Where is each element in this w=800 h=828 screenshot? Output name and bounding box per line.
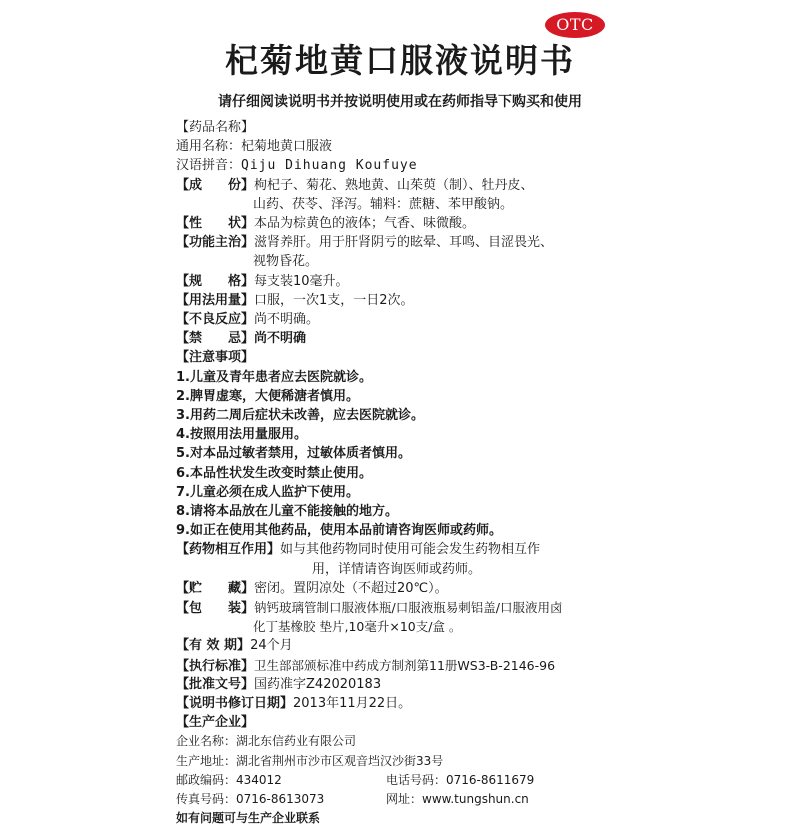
validity-label: 【有 效 期】 bbox=[176, 638, 251, 654]
package-row bbox=[176, 598, 562, 617]
standard-label: 【执行标准】 bbox=[176, 658, 255, 674]
package-text-1: 钠钙玻璃管制口服液体瓶/口服液瓶易刺铝盖/口服液用卤 bbox=[254, 600, 563, 615]
indications-label: 【功能主治】 bbox=[176, 235, 255, 251]
storage-row bbox=[176, 579, 448, 598]
footer-note: 如有问题可与生产企业联系 bbox=[176, 811, 321, 826]
composition-text-2: 山药、茯苓、泽泻。辅料：蔗糖、苯甲酸钠。 bbox=[253, 196, 514, 212]
package-label: 【包 装】 bbox=[176, 601, 255, 616]
interactions-text-2: 用，详情请咨询医师或药师。 bbox=[312, 561, 482, 577]
composition-label: 【成 份】 bbox=[176, 177, 255, 193]
manufacturer-details bbox=[176, 732, 776, 828]
contraindications-label: 【禁 忌】 bbox=[176, 331, 255, 347]
approval-text: 国药准字Z42020183 bbox=[254, 676, 382, 692]
website: 网址：www.tungshun.cn bbox=[386, 791, 529, 806]
revision-row bbox=[176, 694, 411, 713]
indications-text-2: 视物昏花。 bbox=[253, 254, 319, 270]
dosage-label: 【用法用量】 bbox=[176, 292, 255, 308]
precaution-item: 1.儿童及青年患者应去医院就诊。 bbox=[176, 369, 372, 385]
precaution-item: 9.如正在使用其他药品，使用本品前请咨询医师或药师。 bbox=[176, 523, 502, 539]
contraindications-text: 尚不明确 bbox=[254, 331, 307, 347]
postcode: 邮政编码：434012 bbox=[176, 772, 282, 787]
properties-label: 【性 状】 bbox=[176, 216, 255, 231]
precaution-item: 4.按照用法用量服用。 bbox=[176, 427, 307, 443]
indications-row bbox=[176, 233, 553, 252]
page-subtitle: 请仔细阅读说明书并按说明使用或在药师指导下购买和使用 bbox=[218, 94, 582, 110]
precaution-item: 5.对本品过敏者禁用，过敏体质者慎用。 bbox=[176, 446, 411, 462]
storage-text: 密闭。置阴凉处（不超过20℃）。 bbox=[254, 580, 448, 596]
interactions-label: 【药物相互作用】 bbox=[176, 542, 281, 558]
pinyin-row bbox=[176, 156, 418, 175]
adverse-row bbox=[176, 310, 319, 329]
contraindications-row bbox=[176, 329, 306, 348]
specification-label: 【规 格】 bbox=[176, 273, 255, 289]
pinyin-label: 汉语拼音： bbox=[176, 158, 242, 174]
validity-text: 24个月 bbox=[250, 638, 293, 654]
adverse-text: 尚不明确。 bbox=[254, 312, 320, 327]
fax-number: 传真号码：0716-8613073 bbox=[176, 791, 325, 806]
specification-row bbox=[176, 272, 349, 291]
approval-label: 【批准文号】 bbox=[176, 676, 255, 692]
precautions-label: 【注意事项】 bbox=[176, 350, 255, 366]
precaution-item: 6.本品性状发生改变时禁止使用。 bbox=[176, 465, 372, 481]
composition-row bbox=[176, 176, 534, 195]
storage-label: 【贮 藏】 bbox=[176, 580, 255, 596]
dosage-row bbox=[176, 291, 414, 310]
properties-row bbox=[176, 214, 475, 233]
precaution-item: 8.请将本品放在儿童不能接触的地方。 bbox=[176, 504, 398, 519]
pinyin-name: Qiju Dihuang Koufuye bbox=[241, 158, 418, 174]
properties-text: 本品为棕黄色的液体；气香、味微酸。 bbox=[254, 216, 476, 231]
composition-text-1: 枸杞子、菊花、熟地黄、山茱萸（制）、牡丹皮、 bbox=[254, 177, 534, 193]
package-text-2: 化丁基橡胶 垫片,10毫升×10支/盒 。 bbox=[253, 619, 462, 635]
generic-name: 通用名称：杞菊地黄口服液 bbox=[176, 139, 333, 155]
company-name: 企业名称：湖北东信药业有限公司 bbox=[176, 734, 357, 749]
standard-text: 卫生部部颁标准中药成方制剂第11册WS3-B-2146-96 bbox=[254, 657, 556, 673]
interactions-row bbox=[176, 540, 540, 559]
revision-label: 【说明书修订日期】 bbox=[176, 696, 294, 711]
precaution-item: 3.用药二周后症状未改善，应去医院就诊。 bbox=[176, 408, 424, 423]
company-address: 生产地址：湖北省荆州市沙市区观音垱汉沙街33号 bbox=[176, 753, 444, 768]
interactions-text-1: 如与其他药物同时使用可能会发生药物相互作 bbox=[280, 542, 541, 558]
precaution-item: 2.脾胃虚寒，大便稀溏者慎用。 bbox=[176, 388, 359, 404]
page-title: 杞菊地黄口服液说明书 bbox=[225, 41, 575, 80]
validity-row bbox=[176, 636, 293, 655]
approval-row bbox=[176, 675, 381, 694]
specification-text: 每支装10毫升。 bbox=[254, 273, 349, 289]
dosage-text: 口服，一次1支，一日2次。 bbox=[254, 292, 414, 308]
revision-text: 2013年11月22日。 bbox=[293, 696, 412, 711]
section-drug-name: 【药品名称】 bbox=[176, 120, 255, 135]
adverse-label: 【不良反应】 bbox=[176, 312, 255, 327]
phone-number: 电话号码：0716-8611679 bbox=[386, 772, 535, 787]
manufacturer-section: 【生产企业】 bbox=[176, 715, 255, 731]
indications-text-1: 滋肾养肝。用于肝肾阴亏的眩晕、耳鸣、目涩畏光、 bbox=[254, 235, 554, 251]
precaution-item: 7.儿童必须在成人监护下使用。 bbox=[176, 484, 359, 500]
otc-badge: OTC bbox=[545, 12, 605, 38]
standard-row bbox=[176, 656, 555, 675]
